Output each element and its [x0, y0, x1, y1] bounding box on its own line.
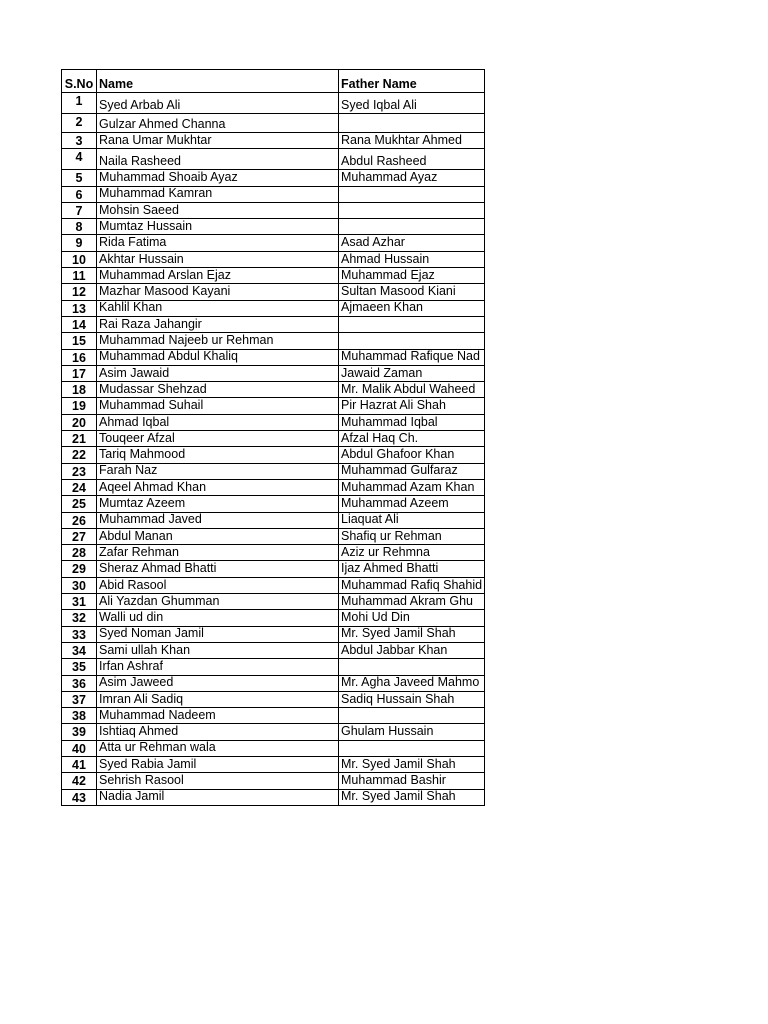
table-row — [62, 463, 485, 479]
cell-father-name: Muhammad Bashir — [339, 773, 485, 789]
cell-father-name: Sultan Masood Kiani — [339, 284, 485, 300]
cell-sno: 13 — [62, 300, 97, 316]
table-row — [62, 133, 485, 149]
table-row — [62, 691, 485, 707]
cell-name: Mumtaz Azeem — [97, 496, 339, 512]
cell-name: Syed Noman Jamil — [97, 626, 339, 642]
cell-father-name: Muhammad Akram Ghu — [339, 594, 485, 610]
table-row — [62, 300, 485, 316]
cell-name: Rana Umar Mukhtar — [97, 133, 339, 149]
cell-father-name: Abdul Jabbar Khan — [339, 642, 485, 658]
cell-sno: 37 — [62, 691, 97, 707]
cell-father-name: Muhammad Rafique Nad — [339, 349, 485, 365]
cell-sno: 7 — [62, 202, 97, 218]
cell-name: Walli ud din — [97, 610, 339, 626]
cell-name: Mohsin Saeed — [97, 202, 339, 218]
cell-sno: 9 — [62, 235, 97, 251]
cell-sno: 14 — [62, 316, 97, 332]
cell-sno: 21 — [62, 431, 97, 447]
table-row — [62, 149, 485, 170]
cell-sno: 20 — [62, 414, 97, 430]
cell-sno: 36 — [62, 675, 97, 691]
cell-name: Nadia Jamil — [97, 789, 339, 805]
table-row — [62, 186, 485, 202]
cell-father-name: Pir Hazrat Ali Shah — [339, 398, 485, 414]
cell-sno: 1 — [62, 93, 97, 114]
cell-father-name: Mr. Agha Javeed Mahmo — [339, 675, 485, 691]
table-row — [62, 414, 485, 430]
cell-father-name: Abdul Rasheed — [339, 149, 485, 170]
cell-name: Ishtiaq Ahmed — [97, 724, 339, 740]
cell-name: Rai Raza Jahangir — [97, 316, 339, 332]
table-row — [62, 740, 485, 756]
cell-name: Muhammad Nadeem — [97, 708, 339, 724]
cell-sno: 29 — [62, 561, 97, 577]
table-row — [62, 114, 485, 133]
cell-sno: 4 — [62, 149, 97, 170]
cell-sno: 22 — [62, 447, 97, 463]
names-table — [61, 69, 485, 806]
cell-father-name: Abdul Ghafoor Khan — [339, 447, 485, 463]
cell-name: Ahmad Iqbal — [97, 414, 339, 430]
cell-sno: 5 — [62, 170, 97, 186]
cell-father-name: Muhammad Rafiq Shahid — [339, 577, 485, 593]
table-row — [62, 284, 485, 300]
cell-father-name: Asad Azhar — [339, 235, 485, 251]
cell-name: Asim Jawaid — [97, 365, 339, 381]
cell-father-name: Muhammad Ejaz — [339, 268, 485, 284]
cell-father-name — [339, 114, 485, 133]
cell-father-name — [339, 708, 485, 724]
table-row — [62, 316, 485, 332]
cell-name: Muhammad Shoaib Ayaz — [97, 170, 339, 186]
cell-name: Abdul Manan — [97, 528, 339, 544]
cell-name: Sheraz Ahmad Bhatti — [97, 561, 339, 577]
table-row — [62, 251, 485, 267]
cell-sno: 25 — [62, 496, 97, 512]
cell-father-name: Muhammad Azeem — [339, 496, 485, 512]
cell-name: Muhammad Abdul Khaliq — [97, 349, 339, 365]
cell-father-name — [339, 219, 485, 235]
cell-sno: 16 — [62, 349, 97, 365]
cell-sno: 27 — [62, 528, 97, 544]
table-row — [62, 756, 485, 772]
table-row — [62, 365, 485, 381]
table-row — [62, 773, 485, 789]
table-row — [62, 496, 485, 512]
cell-sno: 23 — [62, 463, 97, 479]
cell-sno: 19 — [62, 398, 97, 414]
cell-name: Aqeel Ahmad Khan — [97, 479, 339, 495]
table-row — [62, 447, 485, 463]
cell-name: Atta ur Rehman wala — [97, 740, 339, 756]
cell-father-name: Mohi Ud Din — [339, 610, 485, 626]
header-sno: S.No — [62, 70, 97, 93]
cell-father-name: Liaquat Ali — [339, 512, 485, 528]
cell-father-name: Jawaid Zaman — [339, 365, 485, 381]
cell-father-name — [339, 333, 485, 349]
cell-name: Muhammad Arslan Ejaz — [97, 268, 339, 284]
table-row — [62, 561, 485, 577]
cell-father-name: Ijaz Ahmed Bhatti — [339, 561, 485, 577]
table-row — [62, 675, 485, 691]
cell-name: Touqeer Afzal — [97, 431, 339, 447]
cell-sno: 32 — [62, 610, 97, 626]
cell-father-name: Syed Iqbal Ali — [339, 93, 485, 114]
cell-name: Muhammad Suhail — [97, 398, 339, 414]
cell-sno: 43 — [62, 789, 97, 805]
cell-father-name — [339, 202, 485, 218]
cell-sno: 40 — [62, 740, 97, 756]
cell-name: Mumtaz Hussain — [97, 219, 339, 235]
cell-name: Asim Jaweed — [97, 675, 339, 691]
cell-name: Abid Rasool — [97, 577, 339, 593]
cell-name: Rida Fatima — [97, 235, 339, 251]
table-row — [62, 528, 485, 544]
cell-sno: 28 — [62, 545, 97, 561]
spreadsheet — [61, 69, 485, 806]
cell-father-name: Muhammad Azam Khan — [339, 479, 485, 495]
table-row — [62, 512, 485, 528]
cell-father-name: Mr. Syed Jamil Shah — [339, 789, 485, 805]
cell-father-name: Aziz ur Rehmna — [339, 545, 485, 561]
cell-name: Mazhar Masood Kayani — [97, 284, 339, 300]
cell-father-name: Mr. Syed Jamil Shah — [339, 626, 485, 642]
cell-name: Kahlil Khan — [97, 300, 339, 316]
header-row — [62, 70, 485, 93]
table-row — [62, 642, 485, 658]
cell-father-name — [339, 186, 485, 202]
cell-sno: 33 — [62, 626, 97, 642]
table-row — [62, 219, 485, 235]
cell-sno: 3 — [62, 133, 97, 149]
cell-sno: 24 — [62, 479, 97, 495]
cell-sno: 26 — [62, 512, 97, 528]
cell-name: Syed Rabia Jamil — [97, 756, 339, 772]
cell-sno: 34 — [62, 642, 97, 658]
cell-sno: 2 — [62, 114, 97, 133]
cell-name: Sami ullah Khan — [97, 642, 339, 658]
cell-sno: 6 — [62, 186, 97, 202]
table-row — [62, 382, 485, 398]
cell-father-name: Muhammad Iqbal — [339, 414, 485, 430]
table-row — [62, 659, 485, 675]
table-row — [62, 202, 485, 218]
table-row — [62, 398, 485, 414]
cell-sno: 17 — [62, 365, 97, 381]
table-row — [62, 577, 485, 593]
table-row — [62, 789, 485, 805]
cell-name: Sehrish Rasool — [97, 773, 339, 789]
cell-name: Farah Naz — [97, 463, 339, 479]
cell-sno: 42 — [62, 773, 97, 789]
cell-sno: 38 — [62, 708, 97, 724]
table-row — [62, 724, 485, 740]
cell-name: Naila Rasheed — [97, 149, 339, 170]
cell-sno: 8 — [62, 219, 97, 235]
table-row — [62, 610, 485, 626]
table-row — [62, 626, 485, 642]
cell-name: Akhtar Hussain — [97, 251, 339, 267]
cell-sno: 10 — [62, 251, 97, 267]
cell-name: Muhammad Javed — [97, 512, 339, 528]
cell-father-name — [339, 740, 485, 756]
table-row — [62, 431, 485, 447]
table-row — [62, 333, 485, 349]
cell-father-name: Ajmaeen Khan — [339, 300, 485, 316]
cell-father-name: Shafiq ur Rehman — [339, 528, 485, 544]
cell-father-name: Ghulam Hussain — [339, 724, 485, 740]
table-row — [62, 479, 485, 495]
cell-father-name — [339, 659, 485, 675]
cell-sno: 30 — [62, 577, 97, 593]
cell-father-name — [339, 316, 485, 332]
cell-sno: 15 — [62, 333, 97, 349]
cell-name: Gulzar Ahmed Channa — [97, 114, 339, 133]
table-row — [62, 235, 485, 251]
header-father-name: Father Name — [339, 70, 485, 93]
table-row — [62, 349, 485, 365]
cell-sno: 12 — [62, 284, 97, 300]
cell-name: Muhammad Najeeb ur Rehman — [97, 333, 339, 349]
cell-name: Irfan Ashraf — [97, 659, 339, 675]
cell-sno: 35 — [62, 659, 97, 675]
cell-father-name: Afzal Haq Ch. — [339, 431, 485, 447]
table-row — [62, 170, 485, 186]
cell-name: Syed Arbab Ali — [97, 93, 339, 114]
cell-sno: 39 — [62, 724, 97, 740]
cell-name: Imran Ali Sadiq — [97, 691, 339, 707]
cell-sno: 41 — [62, 756, 97, 772]
cell-father-name: Rana Mukhtar Ahmed — [339, 133, 485, 149]
table-row — [62, 594, 485, 610]
cell-father-name: Mr. Syed Jamil Shah — [339, 756, 485, 772]
cell-name: Zafar Rehman — [97, 545, 339, 561]
table-row — [62, 268, 485, 284]
cell-father-name: Sadiq Hussain Shah — [339, 691, 485, 707]
cell-name: Tariq Mahmood — [97, 447, 339, 463]
cell-father-name: Ahmad Hussain — [339, 251, 485, 267]
cell-name: Muhammad Kamran — [97, 186, 339, 202]
cell-sno: 11 — [62, 268, 97, 284]
header-name: Name — [97, 70, 339, 93]
cell-father-name: Muhammad Ayaz — [339, 170, 485, 186]
cell-father-name: Muhammad Gulfaraz — [339, 463, 485, 479]
cell-name: Mudassar Shehzad — [97, 382, 339, 398]
cell-sno: 18 — [62, 382, 97, 398]
cell-father-name: Mr. Malik Abdul Waheed — [339, 382, 485, 398]
table-row — [62, 545, 485, 561]
cell-name: Ali Yazdan Ghumman — [97, 594, 339, 610]
cell-sno: 31 — [62, 594, 97, 610]
table-row — [62, 708, 485, 724]
table-row — [62, 93, 485, 114]
